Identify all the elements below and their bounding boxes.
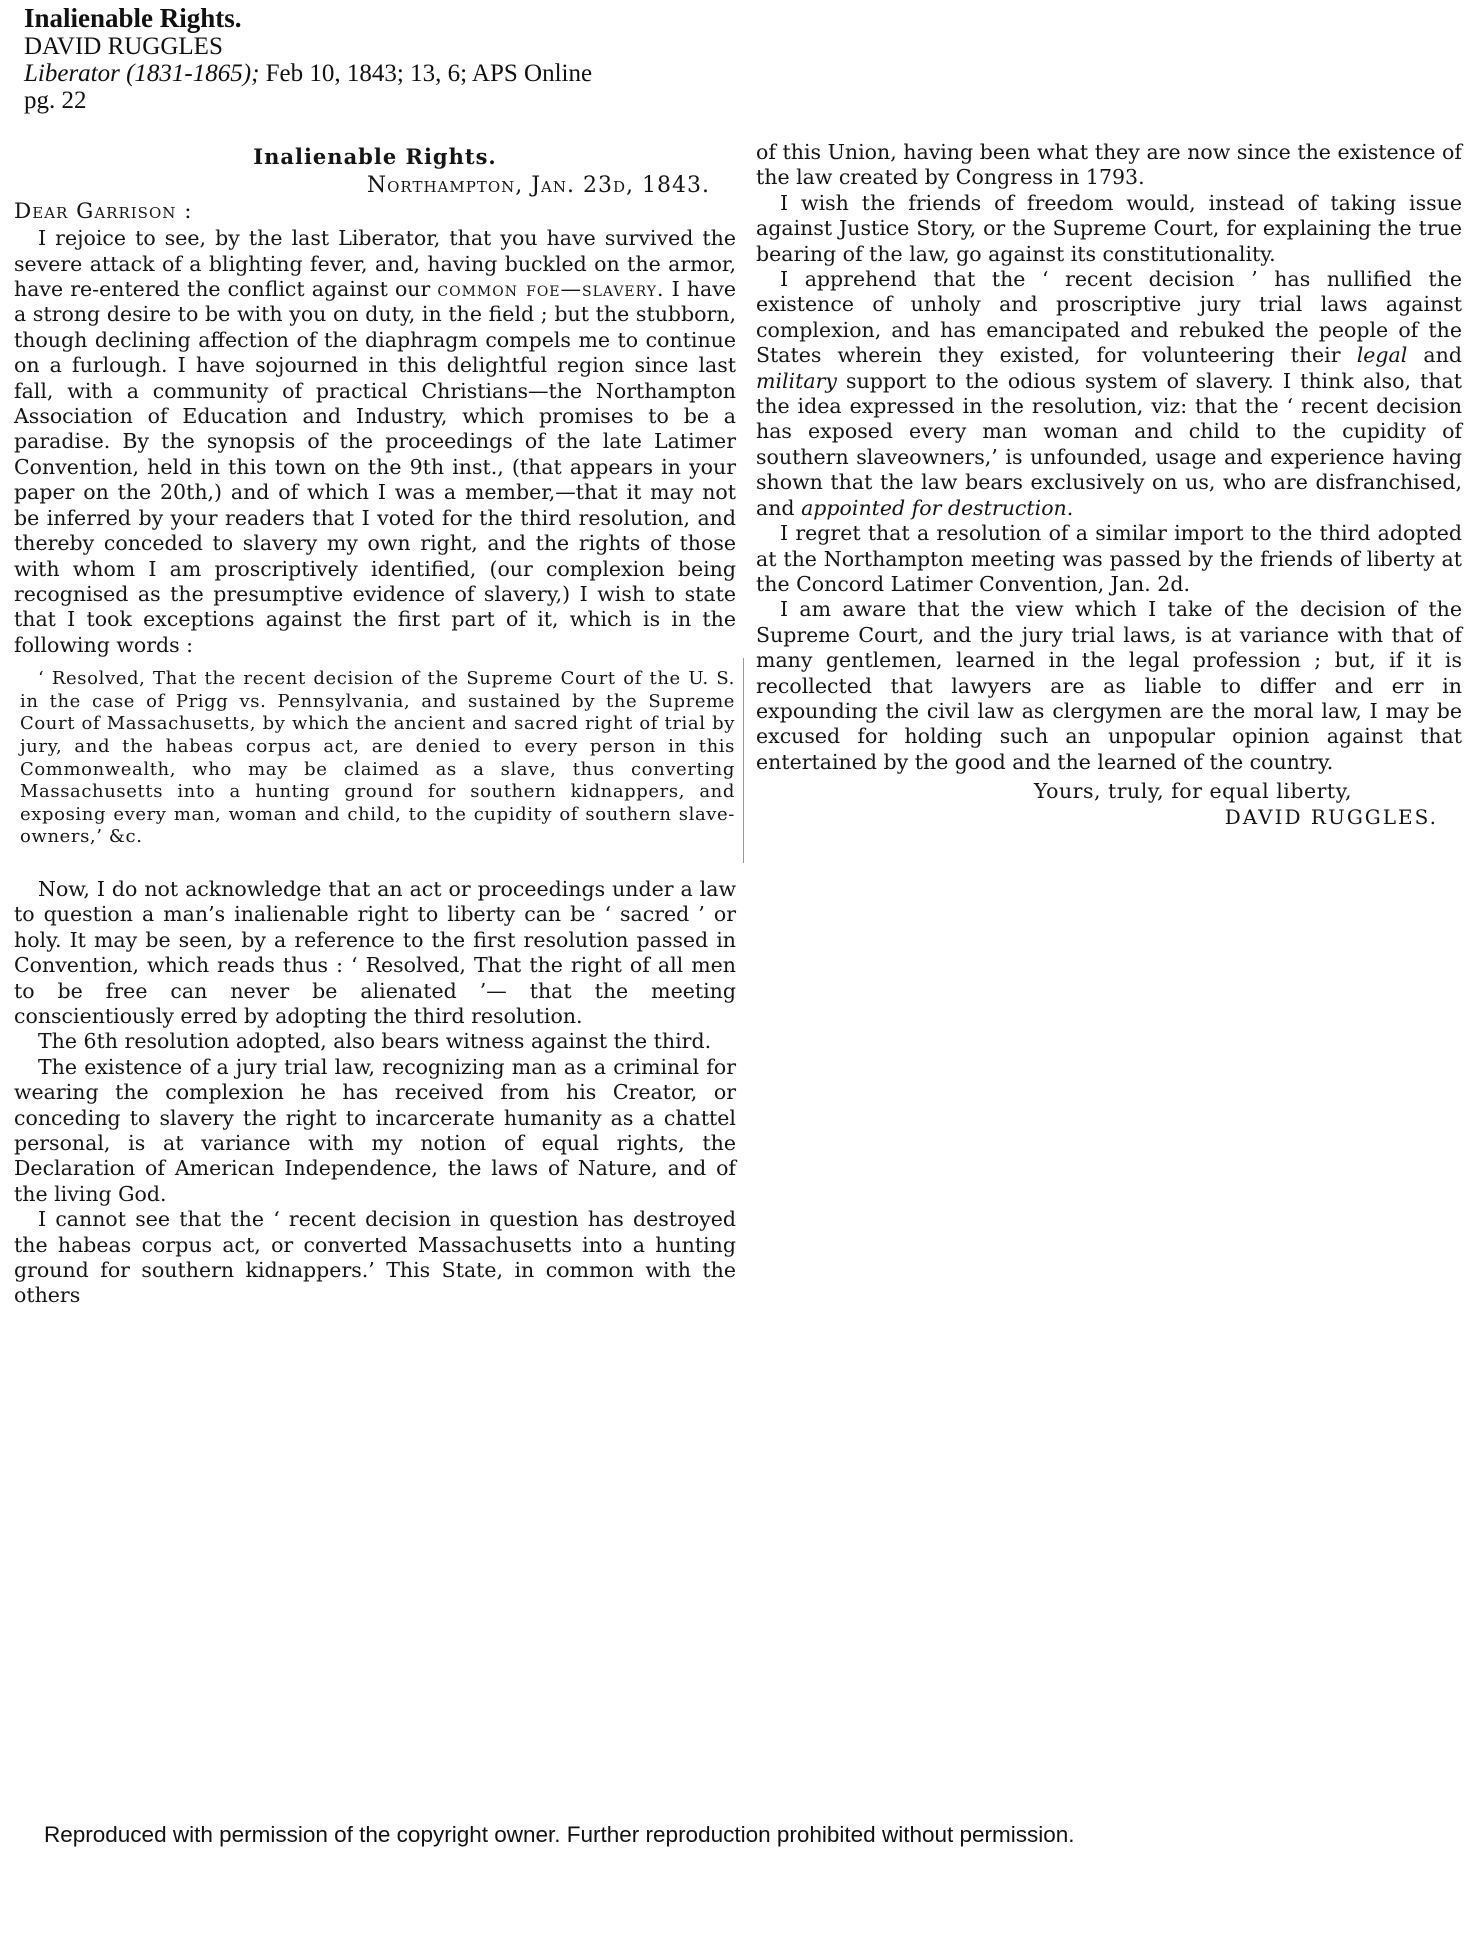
italic-text: legal xyxy=(1356,343,1408,368)
paragraph-text: I rejoice to see, by the last Liberator, that you have survived the severe attack of a blighting fever, and, having buckled on the armor, have re-entered the conflict against our xyxy=(14,226,736,302)
article-paragraph: I am aware that the view which I take of the decision of the Supreme Court, and the jury trial laws, is at variance with that of many gentlemen, learned in the legal profession ; but, if it is recollected that lawyers are as liable to differ and err in expounding the civil law as clergymen are the moral law, I may be excused for holding such an unpopular opinion against that entertained by the good and the learned of the country. xyxy=(756,597,1462,774)
small-caps-text: common foe—slavery. xyxy=(437,277,665,302)
copyright-footer: Reproduced with permission of the copyright owner. Further reproduction prohibited without permission. xyxy=(44,1822,1075,1847)
article-dateline: Northampton, Jan. 23d, 1843. xyxy=(366,173,710,199)
article-paragraph: Now, I do not acknowledge that an act or proceedings under a law to question a man’s inalienable right to liberty can be ‘ sacred ’ or holy. It may be seen, by a reference to the first resolution passed in Convention, which reads thus : ‘ Resolved, That the right of all men to be free can never be alienated ’— that the meeting conscientiously erred by adopting the third resolution. xyxy=(14,876,736,1028)
article-paragraph: I cannot see that the ‘ recent decision in question has destroyed the habeas corpus act, or converted Massachusetts into a hunting ground for southern kidnappers.’ This State, in common with the others xyxy=(14,1207,736,1308)
article-column-right xyxy=(756,140,1462,830)
paragraph-text: and xyxy=(1407,343,1462,368)
paragraph-text: I have a strong desire to be with you on duty, in the field ; but the stubborn, though declining affection of the diaphragm compels me to continue on a furlough. I have sojourned in this delightful region since last fall, with a community of practical Christians—the Northampton Association of Education and Industry, which promises to be a paradise. By the synopsis of the proceedings of the late Latimer Convention, held in this town on the 9th inst., (that appears in your paper on the 20th,) and of which I was a member,—that it may not be inferred by your readers that I voted for the third resolution, and thereby conceded to slavery my own right, and the rights of those with whom I am proscriptively identified, (our complexion being recognised as the presumptive evidence of slavery,) I wish to state that I took exceptions against the first part of it, which is in the following words : xyxy=(14,277,736,657)
italic-text: military xyxy=(756,368,837,393)
paragraph-text: . xyxy=(1066,495,1074,520)
paragraph-text: support to the odious system of slavery. I think also, that the idea expressed in the resolution, viz: that the ‘ recent decision has exposed every man woman and child to the cupidity of southern slaveowners,’ is unfounded, usage and experience having shown that the law bears exclusively on us, who are disfranchised, and xyxy=(756,368,1462,520)
article-paragraph: The existence of a jury trial law, recognizing man as a criminal for wearing the complexion he has received from his Creator, or conceding to slavery the right to incarcerate humanity as a chattel personal, is at variance with my notion of equal rights, the Declaration of American Independence, the laws of Nature, and of the living God. xyxy=(14,1054,736,1206)
citation-header xyxy=(24,4,724,114)
article-paragraph: I regret that a resolution of a similar import to the third adopted at the Northampton meeting was passed by the friends of liberty at the Concord Latimer Convention, Jan. 2d. xyxy=(756,521,1462,596)
article-closing: Yours, truly, for equal liberty, xyxy=(1033,779,1352,804)
article-paragraph: I wish the friends of freedom would, instead of taking issue against Justice Story, or the Supreme Court, for explaining the true bearing of the law, go against its constitutionality. xyxy=(756,190,1462,266)
italic-text: appointed for destruction xyxy=(801,495,1067,520)
article-paragraph: The 6th resolution adopted, also bears witness against the third. xyxy=(38,1029,712,1054)
header-citation-details: Feb 10, 1843; 13, 6; APS Online xyxy=(259,60,593,87)
article-paragraph xyxy=(756,267,1462,521)
article-salutation: Dear Garrison : xyxy=(14,198,193,224)
header-page: pg. 22 xyxy=(24,87,87,114)
article-paragraph xyxy=(14,226,736,658)
header-citation xyxy=(24,60,724,87)
quoted-resolution: ‘ Resolved, That the recent decision of the Supreme Court of the U. S. in the case of Prigg vs. Pennsylvania, and sustained by the Supreme Court of Massachusetts, by which the ancient and sacred right of trial by jury, and the habeas corpus act, are denied to every person in this Commonwealth, who may be claimed as a slave, thus converting Massachusetts into a hunting ground for southern kidnappers, and exposing every man, woman and child, to the cupidity of southern slave-owners,’ &c. xyxy=(14,658,744,863)
header-title: Inalienable Rights. xyxy=(24,3,242,33)
article-column-left xyxy=(14,140,736,1309)
header-author: DAVID RUGGLES xyxy=(24,33,223,60)
article-title: Inalienable Rights. xyxy=(253,144,497,169)
article-signature: DAVID RUGGLES. xyxy=(1224,804,1438,829)
paragraph-text: I apprehend that the ‘ recent decision ’ has nullified the existence of unholy and proscriptive jury trial laws against complexion, and has emancipated and rebuked the people of the States wherein they existed, for volunteering their xyxy=(756,267,1462,368)
article-paragraph: of this Union, having been what they are now since the existence of the law created by Congress in 1793. xyxy=(756,140,1462,190)
header-source: Liberator (1831-1865); xyxy=(24,60,260,87)
